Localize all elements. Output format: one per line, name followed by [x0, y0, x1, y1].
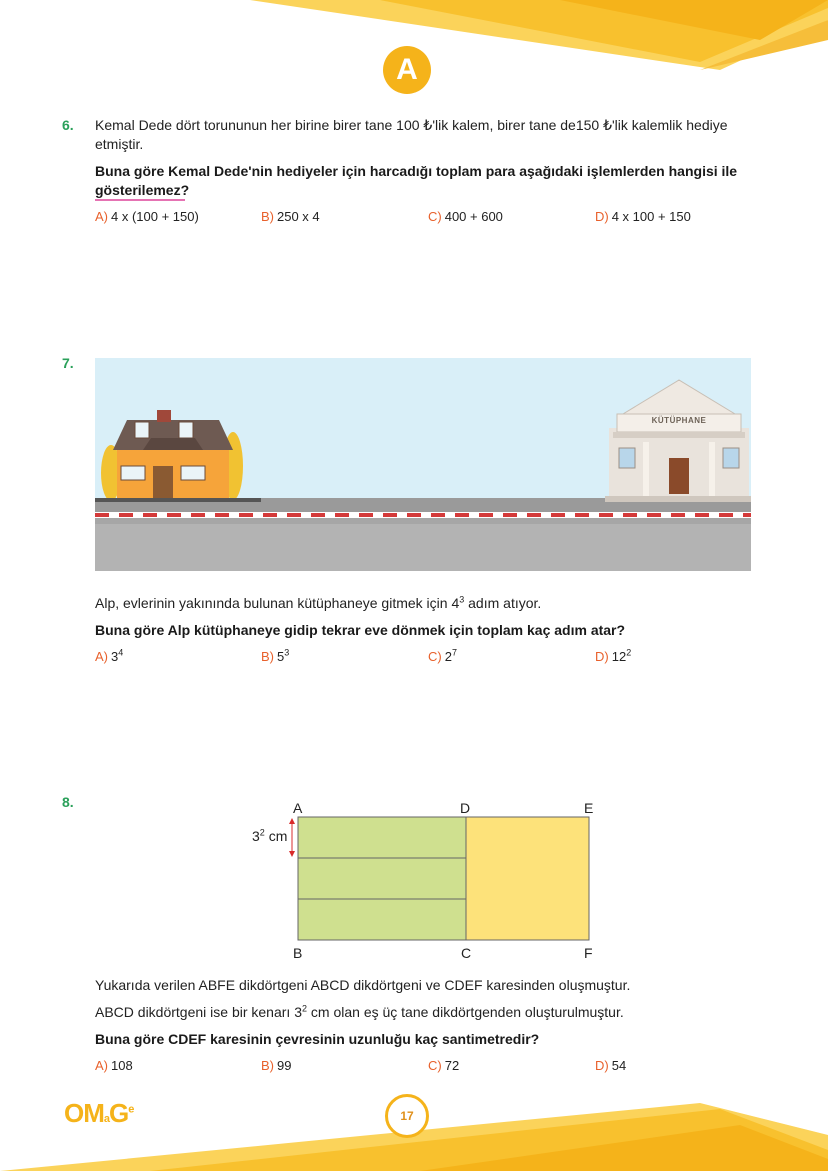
label-b: B [293, 945, 303, 961]
question-7-prompt: Buna göre Alp kütüphaneye gidip tekrar eve dönmek için toplam kaç adım atar? [95, 622, 626, 638]
question-7-options [95, 649, 775, 669]
question-8-line-2: ABCD dikdörtgeni ise bir kenarı $3^2$ cm olan eş üç tane dikdörtgenden oluşturulmuştur. [95, 1003, 624, 1020]
q7-option-a[interactable]: A) $3^4$ [95, 647, 124, 664]
q6-option-a[interactable]: A) 4 x (100 + 150) [95, 209, 199, 224]
q6-option-b[interactable]: B) 250 x 4 [261, 209, 320, 224]
question-8-number: 8. [62, 794, 74, 810]
q8-option-c[interactable]: C) 72 [428, 1058, 460, 1073]
question-6-text: Kemal Dede dört torununun her birine birer tane 100 ₺'lik kalem, birer tane de150 ₺'lik kalemlik hediye etmiştir. [95, 117, 728, 152]
arrow-head-up [289, 818, 295, 824]
question-6-number: 6. [62, 117, 74, 133]
rectangle-diagram [280, 810, 600, 945]
question-8-line-1: Yukarıda verilen ABFE dikdörtgeni ABCD dikdörtgeni ve CDEF karesinden oluşmuştur. [95, 977, 631, 993]
label-c: C [461, 945, 472, 961]
question-6-prompt: Buna göre Kemal Dede'nin hediyeler için harcadığı toplam para aşağıdaki işlemlerden hangisi ile gösterilemez? [95, 163, 738, 198]
q8-option-a[interactable]: A) 108 [95, 1058, 133, 1073]
q7-option-c[interactable]: C) $2^7$ [428, 647, 457, 664]
q8-option-d[interactable]: D) 54 [595, 1058, 627, 1073]
square-cdef [466, 817, 589, 940]
rect-abcd [298, 817, 466, 940]
arrow-head-down [289, 851, 295, 857]
q6-option-d[interactable]: D) 4 x 100 + 150 [595, 209, 691, 224]
label-f: F [584, 945, 593, 961]
q8-option-b[interactable]: B) 99 [261, 1058, 292, 1073]
label-a: A [293, 800, 303, 816]
question-8-options [95, 1058, 775, 1078]
question-7-text: Alp, evlerinin yakınında bulunan kütüphaneye gitmek için $4^3$ adım atıyor. [95, 594, 542, 611]
question-6-options [95, 209, 775, 229]
page-number: 17 [385, 1094, 429, 1138]
brand-logo: OMaG$^e$ [64, 1098, 134, 1128]
q7-option-b[interactable]: B) $5^3$ [261, 647, 290, 664]
question-7-number: 7. [62, 355, 74, 371]
side-length-label: $3^2$ cm [252, 827, 288, 844]
question-8-prompt: Buna göre CDEF karesinin çevresinin uzunluğu kaç santimetredir? [95, 1031, 540, 1047]
section-badge: A [383, 46, 431, 94]
library-sign: KÜTÜPHANE [651, 416, 707, 425]
street-illustration [95, 358, 751, 571]
q6-option-c[interactable]: C) 400 + 600 [428, 209, 503, 224]
q7-option-d[interactable]: D) $12^2$ [595, 647, 632, 664]
label-d: D [460, 800, 471, 816]
underline-decoration [95, 199, 185, 201]
label-e: E [584, 800, 594, 816]
